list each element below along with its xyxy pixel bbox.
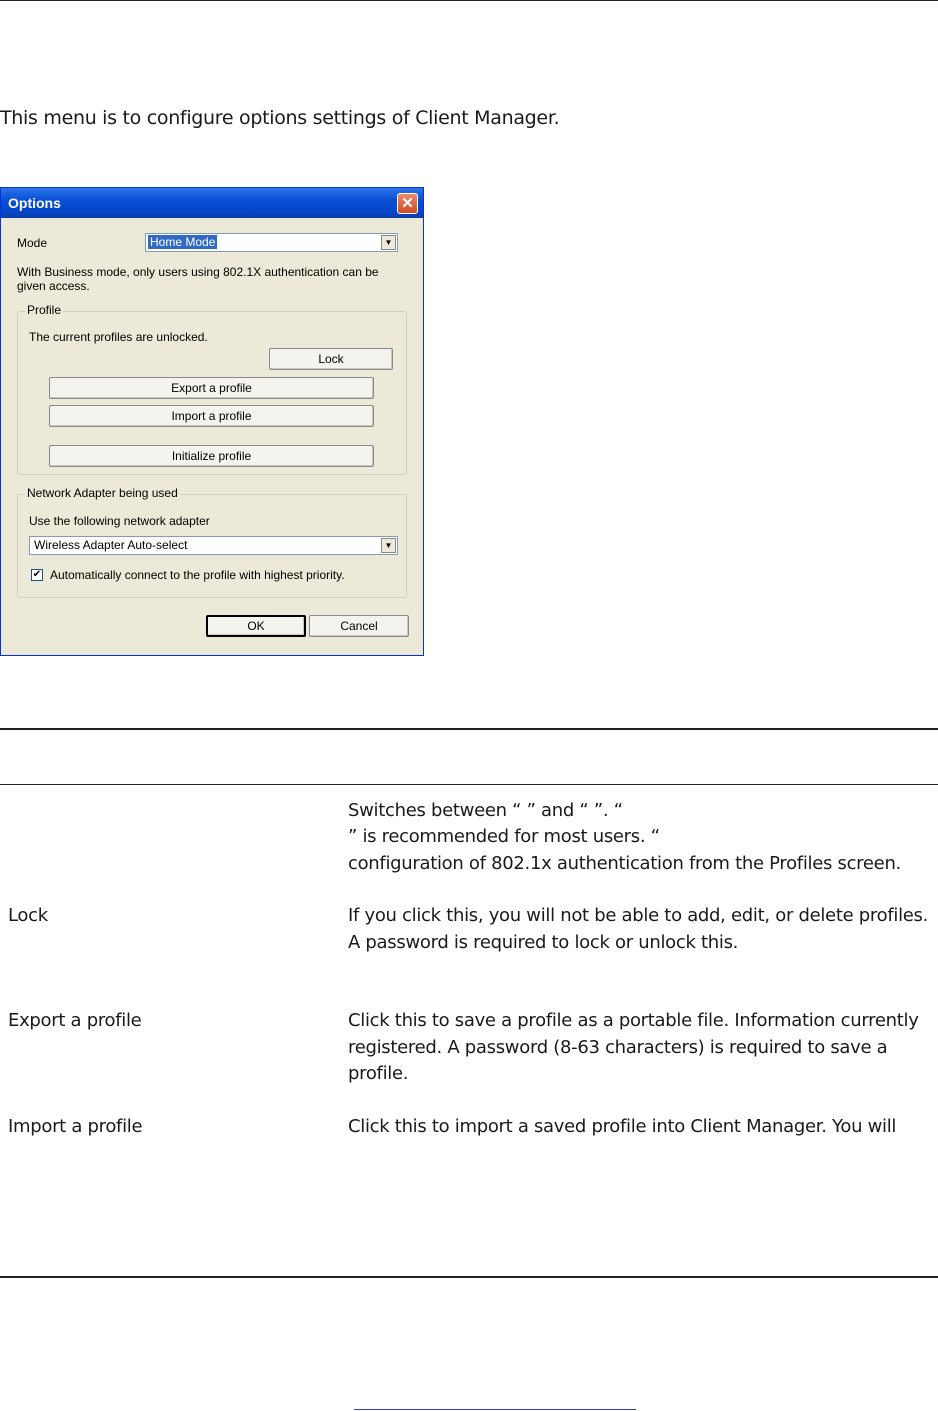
- row-1-desc-line-1: Switches between “ ” and “ ”. “: [348, 800, 623, 821]
- dialog-title: Options: [8, 195, 61, 211]
- profile-group-label: Profile: [27, 303, 62, 317]
- row-1-desc-line-3: configuration of 802.1x authentication from the Profiles screen.: [348, 853, 901, 874]
- export-profile-button[interactable]: Export a profile: [49, 377, 374, 399]
- initialize-profile-button[interactable]: Initialize profile: [49, 445, 374, 467]
- row-3-desc-line-1: Click this to save a profile as a portable file. Information currently: [348, 1010, 919, 1031]
- row-2-desc-line-2: A password is required to lock or unlock this.: [348, 932, 739, 953]
- chevron-down-icon[interactable]: ▼: [381, 538, 396, 553]
- auto-connect-checkbox[interactable]: ✔: [32, 569, 42, 580]
- row-4-desc-line-1: Click this to import a saved profile into Client Manager. You will: [348, 1116, 897, 1137]
- options-dialog: [0, 187, 424, 656]
- mode-value: Home Mode: [150, 235, 216, 249]
- top-rule: [0, 0, 938, 1]
- row-2-item: Lock: [8, 905, 48, 926]
- lock-button[interactable]: Lock: [269, 348, 393, 370]
- row-4-item: Import a profile: [8, 1116, 143, 1137]
- adapter-select[interactable]: [29, 536, 398, 555]
- cancel-button[interactable]: Cancel: [309, 615, 409, 637]
- adapter-value: Wireless Adapter Auto-select: [34, 538, 188, 552]
- business-note-line-1: With Business mode, only users using 802.1X authentication can be: [17, 265, 379, 279]
- profile-status: The current profiles are unlocked.: [29, 330, 208, 344]
- auto-connect-label: Automatically connect to the profile with highest priority.: [50, 568, 345, 582]
- row-1-desc-line-2: ” is recommended for most users. “: [348, 826, 660, 847]
- adapter-group-label: Network Adapter being used: [27, 486, 178, 500]
- business-note-line-2: given access.: [17, 279, 90, 293]
- adapter-label: Use the following network adapter: [29, 514, 210, 528]
- table-bottom-rule: [0, 1276, 938, 1278]
- table-header-rule: [0, 784, 938, 785]
- row-2-desc-line-1: If you click this, you will not be able to add, edit, or delete profiles.: [348, 905, 929, 926]
- mode-select[interactable]: [145, 233, 398, 252]
- row-3-desc-line-2: registered. A password (8-63 characters) is required to save a: [348, 1037, 888, 1058]
- close-icon[interactable]: ✕: [397, 193, 418, 214]
- row-3-item: Export a profile: [8, 1010, 142, 1031]
- import-profile-button[interactable]: Import a profile: [49, 405, 374, 427]
- dialog-titlebar: [1, 188, 423, 218]
- intro-text: This menu is to configure options settings of Client Manager.: [0, 107, 560, 129]
- ok-button[interactable]: OK: [206, 615, 306, 637]
- mode-label: Mode: [17, 236, 48, 250]
- row-3-desc-line-3: profile.: [348, 1063, 409, 1084]
- footer-link-underline[interactable]: [354, 1409, 636, 1410]
- chevron-down-icon[interactable]: ▼: [381, 235, 396, 250]
- table-top-rule: [0, 728, 938, 730]
